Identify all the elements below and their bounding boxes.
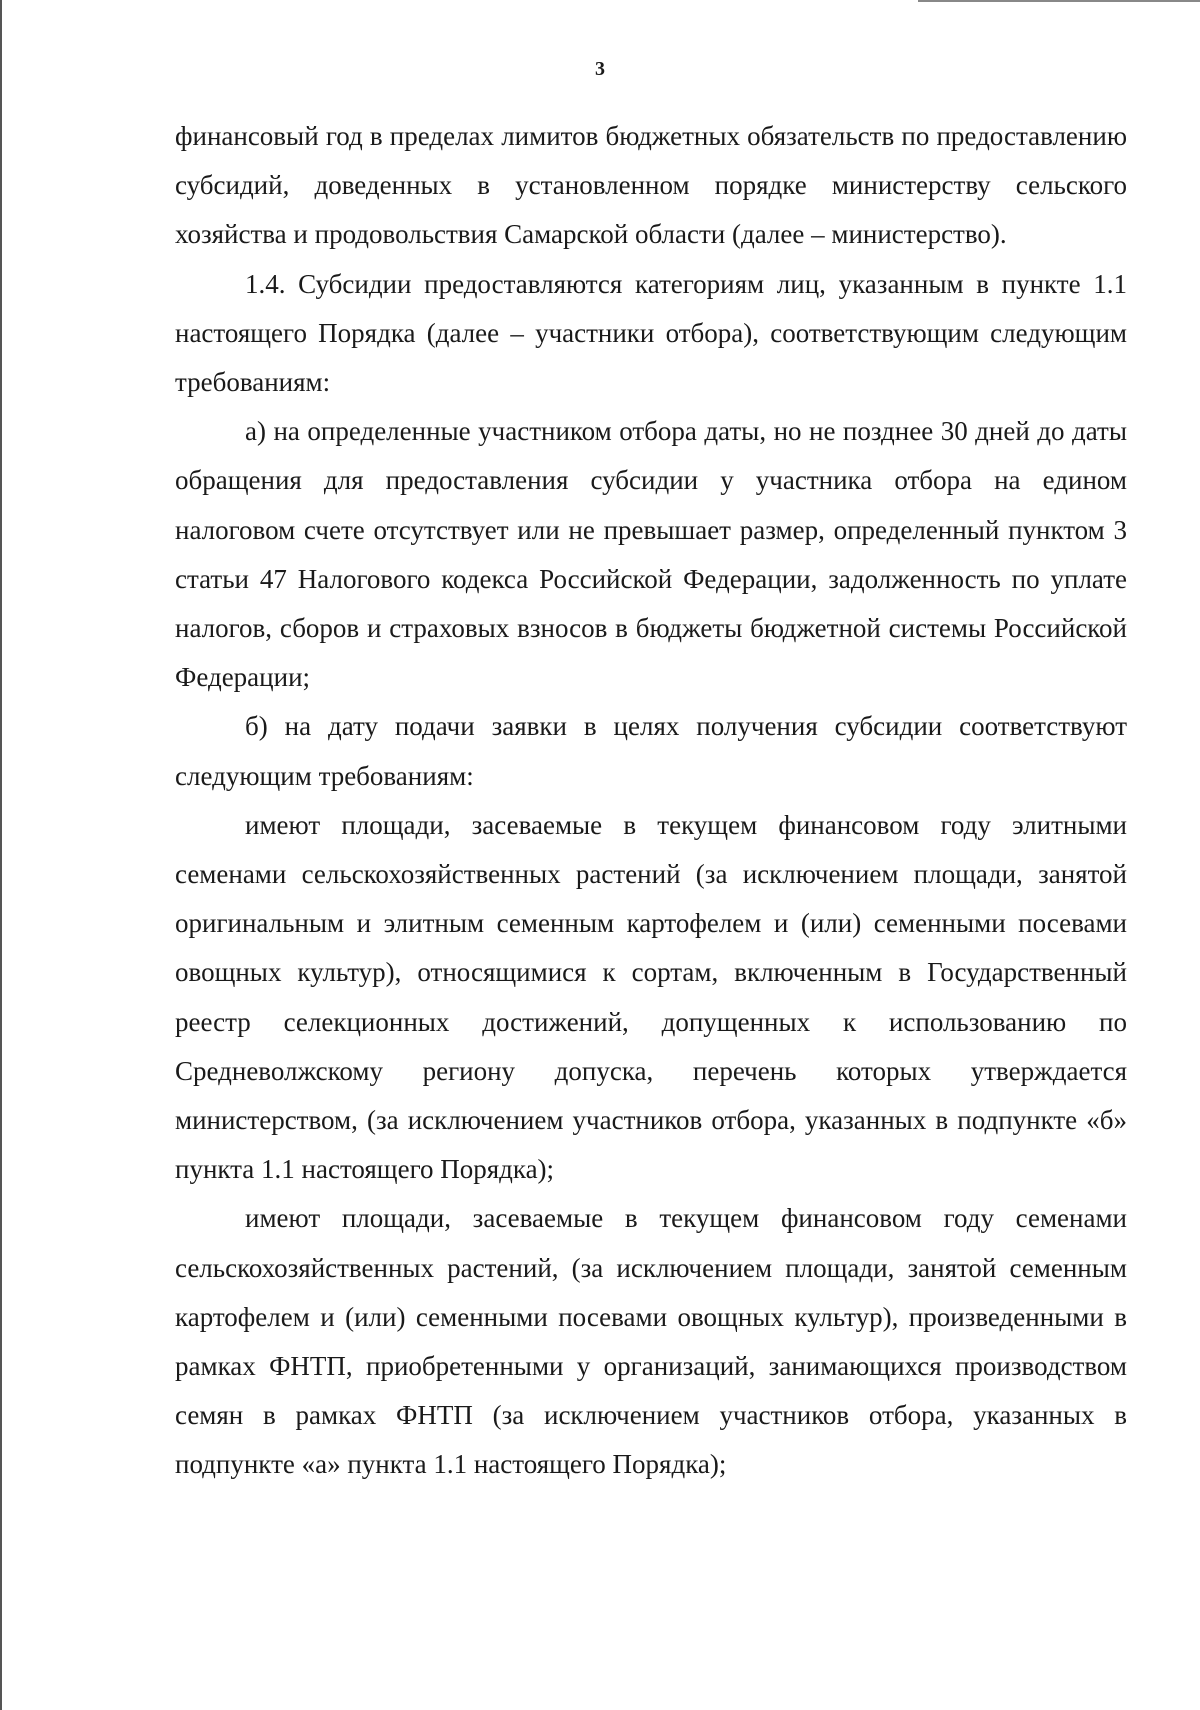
scan-left-edge <box>0 0 2 1710</box>
page-number: 3 <box>595 58 605 80</box>
paragraph-budget-limits: финансовый год в пределах лимитов бюджетных обязательств по предоставлению субсидий, доведенных в установленном порядке министерству сельского хозяйства и продовольствия Самарской области (далее – министерство). <box>175 121 1127 250</box>
paragraph-1-4: 1.4. Субсидии предоставляются категориям лиц, указанным в пункте 1.1 настоящего Порядка (далее – участники отбора), соответствующим следующим требованиям: <box>175 268 1127 398</box>
paragraph-fntp-seeds: имеют площади, засеваемые в текущем финансовом году семенами сельскохозяйственных растений, (за исключением площади, занятой семенным картофелем и (или) семенными посевами овощных культур), произведенными в рамках ФНТП, приобретенными у организаций, занимающихся производством семян в рамках ФНТП (за исключением участников отбора, указанных в подпункте «а» пункта 1.1 настоящего Порядка); <box>175 1203 1127 1480</box>
scan-top-line <box>918 0 1200 2</box>
paragraph-elite-seeds: имеют площади, засеваемые в текущем финансовом году элитными семенами сельскохозяйственных растений (за исключением площади, занятой оригинальным и элитным семенным картофелем и (или) семенными посевами овощных культур), относящимися к сортам, включенным в Государственный реестр селекционных достижений, допущенных к использованию по Средневолжскому региону допуска, перечень которых утверждается министерством, (за исключением участников отбора, указанных в подпункте «б» пункта 1.1 настоящего Порядка); <box>175 809 1127 1185</box>
paragraph-requirement-a: а) на определенные участником отбора даты, но не позднее 30 дней до даты обращения для предоставления субсидии у участника отбора на едином налоговом счете отсутствует или не превышает размер, определенный пунктом 3 статьи 47 Налогового кодекса Российской Федерации, задолженность по уплате налогов, сборов и страховых взносов в бюджеты бюджетной системы Российской Федерации; <box>175 416 1127 693</box>
paragraph-requirement-b: б) на дату подачи заявки в целях получения субсидии соответствуют следующим требованиям: <box>175 711 1127 791</box>
body-text <box>175 112 1127 1490</box>
